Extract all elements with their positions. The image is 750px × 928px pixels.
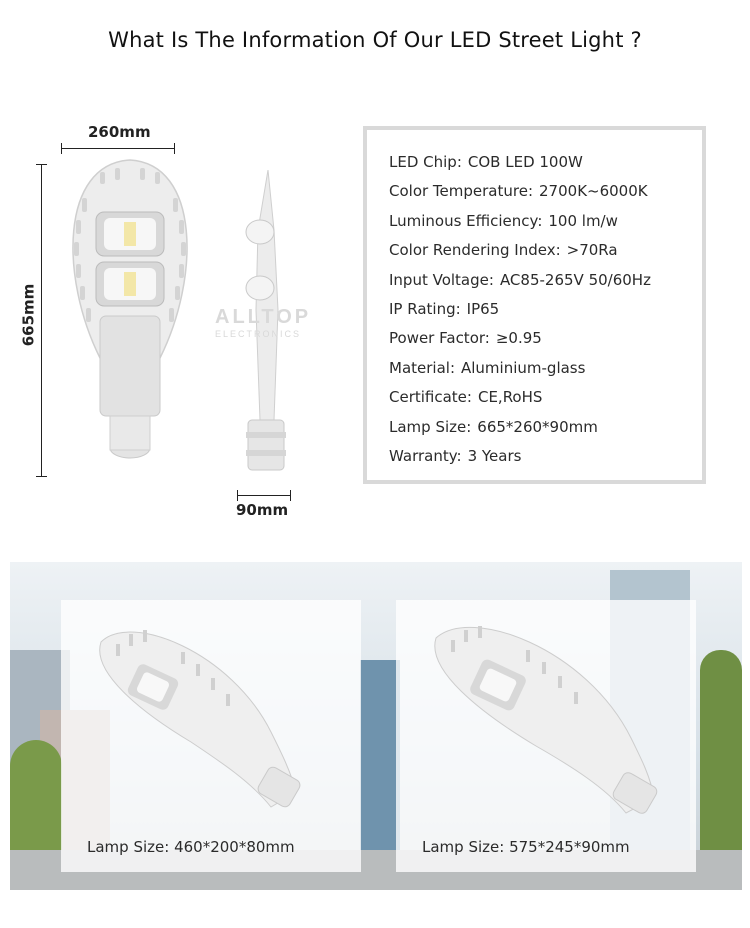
- spec-list: [367, 130, 702, 471]
- width-dimension-line: [61, 148, 175, 149]
- spec-item-color-temperature: [389, 177, 702, 206]
- spec-item-power-factor: [389, 324, 702, 353]
- spec-panel: [363, 126, 706, 484]
- spec-item-led-chip: [389, 148, 702, 177]
- spec-item-warranty: [389, 442, 702, 471]
- variant-panel-medium: [396, 600, 696, 872]
- spec-label: Warranty:: [389, 446, 462, 465]
- variant-caption-small: Lamp Size: 460*200*80mm: [87, 838, 295, 856]
- depth-dimension-line: [237, 495, 291, 496]
- spec-value: >70Ra: [566, 241, 618, 260]
- width-dimension-label: 260mm: [88, 123, 151, 141]
- depth-dimension-label: 90mm: [236, 501, 289, 519]
- spec-item-lamp-size: [389, 413, 702, 442]
- height-dimension-label: 665mm: [19, 283, 38, 347]
- page-title: What Is The Information Of Our LED Street Light ?: [108, 28, 642, 52]
- spec-label: Lamp Size:: [389, 417, 472, 436]
- spec-label: IP Rating:: [389, 299, 461, 318]
- watermark-brand: ALLTOP: [215, 306, 312, 328]
- height-dimension-line: [41, 164, 42, 477]
- spec-value: 2700K~6000K: [539, 182, 648, 201]
- spec-item-ip-rating: [389, 295, 702, 324]
- spec-item-certificate: [389, 383, 702, 412]
- spec-item-material: [389, 354, 702, 383]
- variant-panel-small: [61, 600, 361, 872]
- variant-caption-medium: Lamp Size: 575*245*90mm: [422, 838, 630, 856]
- spec-value: ≥0.95: [495, 329, 542, 348]
- spec-item-luminous-efficiency: [389, 207, 702, 236]
- spec-value: Aluminium-glass: [461, 358, 586, 377]
- spec-value: 3 Years: [467, 446, 522, 465]
- brand-watermark: [215, 306, 311, 339]
- spec-item-input-voltage: [389, 266, 702, 295]
- spec-value: 100 lm/w: [548, 211, 618, 230]
- spec-item-cri: [389, 236, 702, 265]
- spec-label: Color Rendering Index:: [389, 241, 561, 260]
- watermark-sub: ELECTRONICS: [215, 329, 302, 339]
- spec-value: CE,RoHS: [477, 388, 543, 407]
- spec-label: Input Voltage:: [389, 270, 494, 289]
- spec-value: 665*260*90mm: [477, 417, 598, 436]
- spec-label: Color Temperature:: [389, 182, 534, 201]
- street-light-medium-icon: [426, 618, 666, 818]
- spec-label: Certificate:: [389, 388, 472, 407]
- street-light-small-icon: [91, 622, 311, 812]
- spec-label: Material:: [389, 358, 455, 377]
- spec-label: LED Chip:: [389, 153, 462, 171]
- city-background-image: [10, 562, 742, 890]
- spec-label: Luminous Efficiency:: [389, 211, 543, 230]
- spec-value: COB LED 100W: [467, 153, 583, 171]
- spec-value: IP65: [466, 299, 500, 318]
- street-light-front-view-icon: [60, 158, 200, 478]
- spec-label: Power Factor:: [389, 329, 490, 348]
- spec-value: AC85-265V 50/60Hz: [499, 270, 651, 289]
